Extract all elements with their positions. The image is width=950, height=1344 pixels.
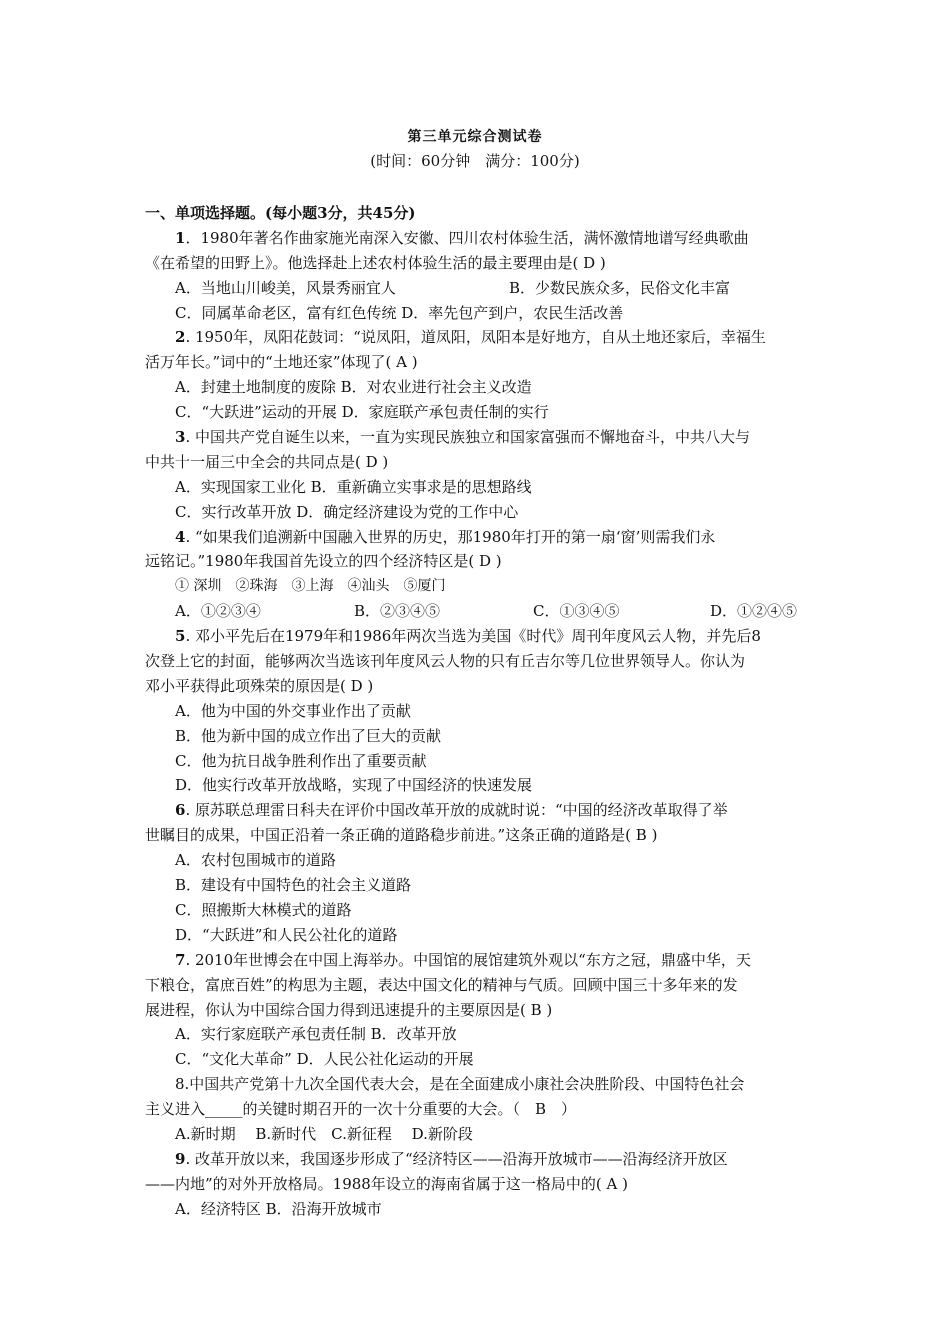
question-5-option-d: D．他实行改革开放战略，实现了中国经济的快速发展: [175, 776, 533, 795]
question-number: 1: [175, 228, 186, 247]
question-8-line-1: 8.中国共产党第十九次全国代表大会，是在全面建成小康社会决胜阶段、中国特色社会: [175, 1075, 745, 1094]
question-4-options: A．①②③④ B．②③④⑤ C．①③④⑤ D．①②④⑤: [175, 602, 798, 621]
question-8-line-2: 主义进入_____的关键时期召开的一次十分重要的大会。（ B ）: [145, 1100, 577, 1119]
question-6-option-a: A．农村包围城市的道路: [175, 851, 336, 870]
question-5-line-3: 邓小平获得此项殊荣的原因是( D ): [145, 676, 374, 695]
exam-content: [145, 201, 810, 1222]
question-3-options-cd: C．实行改革开放 D．确定经济建设为党的工作中心: [175, 502, 519, 521]
question-4-line-2: 远铭记。”1980年我国首先设立的四个经济特区是( D ): [145, 552, 502, 571]
question-1-line-2: 《在希望的田野上》。他选择赴上述农村体验生活的最主要理由是( D ): [145, 253, 606, 272]
question-6-line-1: 6. 原苏联总理雷日科夫在评价中国改革开放的成就时说：“中国的经济改革取得了举: [175, 801, 728, 820]
question-number: 2: [175, 328, 186, 347]
question-5-option-b: B．他为新中国的成立作出了巨大的贡献: [175, 726, 442, 745]
question-number: 5: [175, 627, 186, 646]
question-2-options-cd: C．“大跃进”运动的开展 D．家庭联产承包责任制的实行: [175, 403, 549, 422]
question-6-option-c: C．照搬斯大林模式的道路: [175, 900, 352, 919]
question-5-line-2: 次登上它的封面，能够两次当选该刊年度风云人物的只有丘吉尔等几位世界领导人。你认为: [145, 652, 746, 671]
question-number: 4: [175, 527, 186, 546]
question-4-items: ① 深圳 ②珠海 ③上海 ④汕头 ⑤厦门: [175, 578, 446, 595]
question-6-option-d: D．“大跃进”和人民公社化的道路: [175, 925, 398, 944]
question-1-options-ab: A．当地山川峻美，风景秀丽宜人 B．少数民族众多，民俗文化丰富: [175, 278, 731, 297]
question-7-line-1: 7. 2010年世博会在中国上海举办。中国馆的展馆建筑外观以“东方之冠，鼎盛中华，天: [175, 950, 751, 969]
question-7-line-2: 下粮仓，富庶百姓”的构思为主题，表达中国文化的精神与气质。回顾中国三十多年来的发: [145, 975, 738, 994]
question-7-options-cd: C．“文化大革命” D．人民公社化运动的开展: [175, 1050, 474, 1069]
question-1-options-cd: C．同属革命老区，富有红色传统 D．率先包产到户，农民生活改善: [175, 303, 624, 322]
question-3-line-1: 3. 中国共产党自诞生以来，一直为实现民族独立和国家富强而不懈地奋斗，中共八大与: [175, 428, 750, 447]
question-5-option-a: A．他为中国的外交事业作出了贡献: [175, 701, 411, 720]
question-6-option-b: B．建设有中国特色的社会主义道路: [175, 876, 412, 895]
question-8-options: A.新时期 B.新时代 C.新征程 D.新阶段: [175, 1124, 473, 1143]
question-7-line-3: 展进程，你认为中国综合国力得到迅速提升的主要原因是( B ): [145, 1000, 553, 1019]
question-4-line-1: 4. “如果我们追溯新中国融入世界的历史，那1980年打开的第一扇‘窗’则需我们永: [175, 527, 716, 546]
question-number: 9: [175, 1149, 186, 1168]
question-number: 6: [175, 801, 186, 820]
question-number: 7: [175, 950, 186, 969]
question-3-line-2: 中共十一届三中全会的共同点是( D ): [145, 452, 389, 471]
page-title: 第三单元综合测试卷: [407, 129, 543, 145]
question-6-line-2: 世瞩目的成果，中国正沿着一条正确的道路稳步前进。”这条正确的道路是( B ): [145, 826, 658, 845]
question-5-option-c: C．他为抗日战争胜利作出了重要贡献: [175, 751, 427, 770]
question-9-line-1: 9. 改革开放以来，我国逐步形成了“经济特区——沿海开放城市——沿海经济开放区: [175, 1149, 728, 1168]
question-9-line-2: ——内地”的对外开放格局。1988年设立的海南省属于这一格局中的( A ): [145, 1174, 628, 1193]
question-3-options-ab: A．实现国家工业化 B．重新确立实事求是的思想路线: [175, 477, 532, 496]
question-number: 3: [175, 428, 186, 447]
section-heading: 一、单项选择题。(每小题3分，共45分): [145, 204, 416, 222]
question-9-options-ab: A．经济特区 B．沿海开放城市: [175, 1199, 382, 1218]
question-2-line-1: 2. 1950年，凤阳花鼓词：“说凤阳，道凤阳，凤阳本是好地方，自从土地还家后，幸福生: [175, 328, 766, 347]
question-1-line-1: 1．1980年著名作曲家施光南深入安徽、四川农村体验生活，满怀激情地谱写经典歌曲: [175, 228, 749, 247]
question-7-options-ab: A．实行家庭联产承包责任制 B．改革开放: [175, 1025, 457, 1044]
question-2-line-2: 活万年长。”词中的“土地还家”体现了( A ): [145, 353, 418, 372]
question-5-line-1: 5. 邓小平先后在1979年和1986年两次当选为美国《时代》周刊年度风云人物，并先后8: [175, 627, 761, 646]
page-subtitle: (时间：60分钟 满分：100分): [370, 152, 580, 170]
question-2-options-ab: A．封建土地制度的废除 B．对农业进行社会主义改造: [175, 378, 532, 397]
